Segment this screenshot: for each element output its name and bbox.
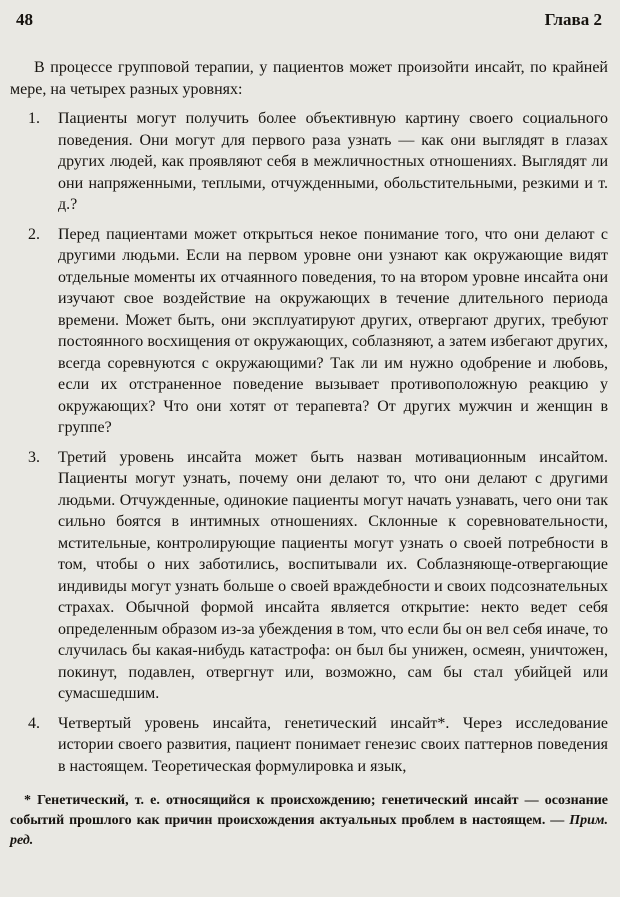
- chapter-title: Глава 2: [544, 10, 602, 29]
- footnote-paragraph: [10, 791, 608, 851]
- footnote-marker: *: [24, 793, 31, 808]
- list-item-number: 1.: [28, 110, 40, 127]
- list-item-number: 2.: [28, 225, 40, 243]
- footnote-text: Генетический, т. е. относящийся к происхождению; генетический инсайт — осознание событий прошлого как причин происхождения актуальных проблем в настоящем. —: [10, 793, 609, 828]
- list-item-text: Третий уровень инсайта может быть назван мотивационным инсайтом. Пациенты могут узнать, почему они делают то, что они делают с другими людьми. Отчужденные, одинокие пациенты могут начать узнавать, чего они так сильно боятся в интимных отношениях. Склонные к соревновательности, мстительные, контролирующие пациенты могут узнать о своей потребности в том, чтобы о них заботились, воспитывали их. Соблазняюще-отвергающие индивиды могут узнать больше о своей враждебности и своих подсознательных страхах. Обычной формой инсайта является открытие: некто ведет себя определенным образом из-за убеждения в том, что если бы он вел себя иначе, то случилась бы какая-нибудь катастрофа: он был бы унижен, осмеян, уничтожен, покинут, подавлен, отвергнут или, возможно, сам бы стал убийцей или сумасшедшим.: [58, 448, 608, 702]
- list-item-text: Перед пациентами может открыться некое понимание того, что они делают с другими людьми. Если на первом уровне они узнают как окружающие видят отдельные моменты их отчаянного поведения, то на втором уровне инсайта они изучают свое воздействие на окружающих в течение длительного периода времени. Может быть, они эксплуатируют других, отвергают других, требуют постоянного восхищения от окружающих, соблазняют, а затем избегают других, всегда соревнуются с окружающими? Так ли им нужно одобрение и любовь, если их отстраненное поведение вызывает противоположную реакцию у окружающих? Что они хотят от терапевта? От других мужчин и женщин в группе?: [58, 225, 608, 436]
- list-item-text: Пациенты могут получить более объективную картину своего социального поведения. Они могут для первого раза узнать — как они выглядят в глазах других людей, как проявляют себя в межличностных отношениях. Выглядят ли они напряженными, теплыми, отчужденными, обольстительными, резкими и т. д.?: [58, 110, 608, 213]
- list-item-number: 4.: [28, 714, 40, 732]
- list-item: [10, 224, 608, 439]
- footnote: [10, 791, 608, 851]
- list-item: [10, 713, 608, 778]
- footnote-attribution: Прим. ред.: [10, 813, 609, 848]
- list-item-number: 3.: [28, 448, 40, 466]
- list-item-text: Четвертый уровень инсайта, генетический инсайт*. Через исследование истории своего развития, пациент понимает генезис своих паттернов поведения в настоящем. Теоретическая формулировка и язык,: [58, 714, 608, 775]
- intro-paragraph: В процессе групповой терапии, у пациентов может произойти инсайт, по крайней мере, на четырех разных уровнях:: [10, 59, 608, 98]
- page-header: [10, 8, 608, 30]
- page-body: [10, 57, 608, 777]
- list-item: [10, 108, 608, 216]
- list-item: [10, 447, 608, 705]
- insight-list: [10, 108, 608, 777]
- page-number: 48: [16, 10, 33, 29]
